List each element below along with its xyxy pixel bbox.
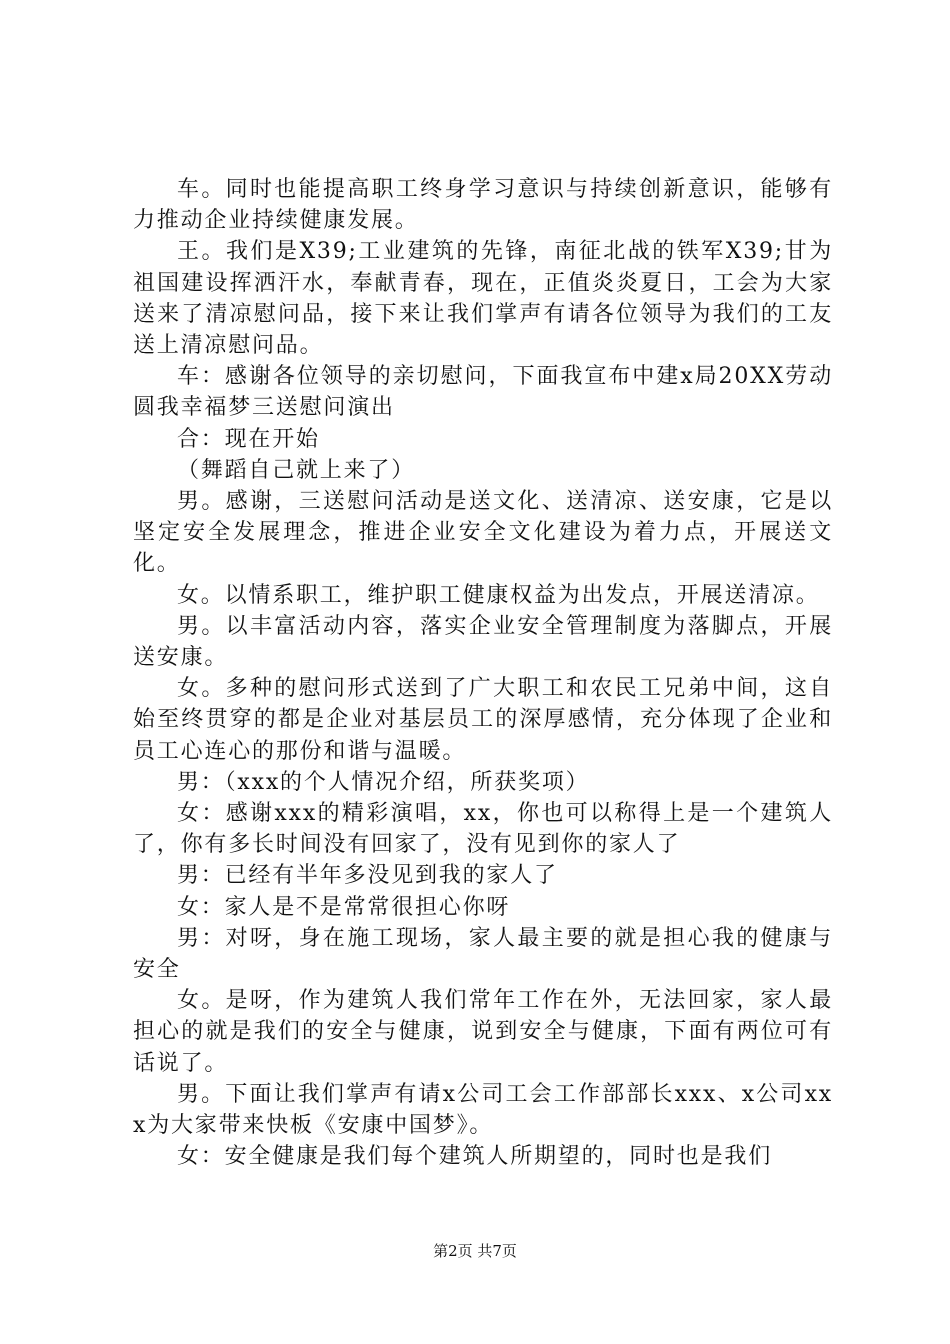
paragraph: （舞蹈自己就上来了）	[177, 457, 416, 483]
paragraph: 女。以情系职工，维护职工健康权益为出发点，开展送清凉。	[177, 582, 820, 608]
paragraph: 车：感谢各位领导的亲切慰问，下面我宣布中建x局20XX劳动圆我幸福梦三送慰问演出	[133, 364, 833, 421]
paragraph: 女。是呀，作为建筑人我们常年工作在外，无法回家，家人最担心的就是我们的安全与健康，说到安全与健康，下面有两位可有话说了。	[133, 988, 833, 1076]
paragraph: 合：现在开始	[177, 426, 320, 452]
page-number-footer: 第2页 共7页	[433, 1242, 517, 1260]
paragraph: 男。感谢，三送慰问活动是送文化、送清凉、送安康，它是以坚定安全发展理念，推进企业安全文化建设为着力点，开展送文化。	[133, 489, 833, 577]
paragraph: 女：家人是不是常常很担心你呀	[177, 894, 511, 920]
paragraph: 男：（xxx的个人情况介绍，所获奖项）	[177, 769, 590, 795]
paragraph: 女。多种的慰问形式送到了广大职工和农民工兄弟中间，这自始至终贯穿的都是企业对基层员工的深厚感情，充分体现了企业和员工心连心的那份和谐与温暖。	[133, 676, 833, 764]
paragraph: 女：感谢xxx的精彩演唱，xx，你也可以称得上是一个建筑人了，你有多长时间没有回家了，没有见到你的家人了	[133, 801, 833, 858]
paragraph: 男：对呀，身在施工现场，家人最主要的就是担心我的健康与安全	[133, 925, 833, 983]
paragraph: 男。以丰富活动内容，落实企业安全管理制度为落脚点，开展送安康。	[133, 613, 833, 671]
document-body	[133, 174, 833, 1173]
paragraph: 男。下面让我们掌声有请x公司工会工作部部长xxx、x公司xxx为大家带来快板《安康中国梦》。	[133, 1081, 833, 1139]
paragraph: 男：已经有半年多没见到我的家人了	[177, 863, 558, 889]
paragraph: 车。同时也能提高职工终身学习意识与持续创新意识，能够有力推动企业持续健康发展。	[133, 177, 833, 234]
paragraph: 女：安全健康是我们每个建筑人所期望的，同时也是我们	[177, 1144, 773, 1170]
paragraph: 王。我们是X39;工业建筑的先锋，南征北战的铁军X39;甘为祖国建设挥洒汗水，奉献青春，现在，正值炎炎夏日，工会为大家送来了清凉慰问品，接下来让我们掌声有请各位领导为我们的工友送上清凉慰问品。	[133, 239, 833, 359]
